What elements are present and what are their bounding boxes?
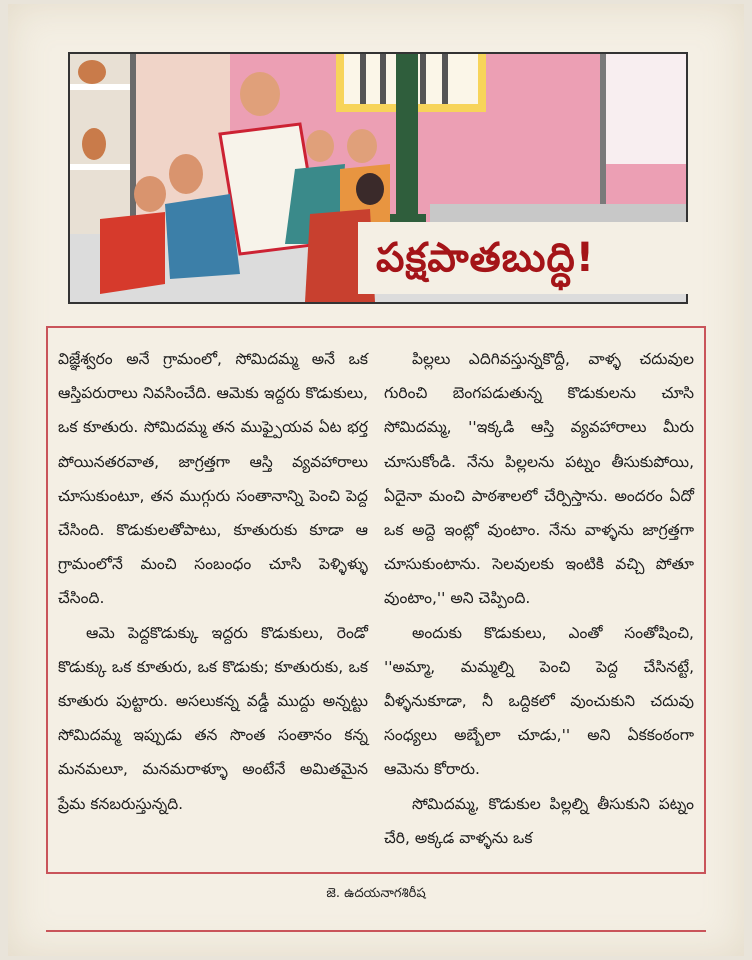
paragraph-3: పిల్లలు ఎదిగివస్తున్నకొద్దీ, వాళ్ళ చదువుల గురించి బెంగపడుతున్న కొడుకులను చూసి సోమిదమ్మ, ''ఇక్కడి ఆస్తి వ్యవహారాలు మీరు చూసుకోండి. నేను పిల్లలను పట్నం తీసుకుపోయి, ఏదైనా మంచి పాఠశాలలో చేర్పిస్తాను. అందరం ఏదో ఒక అద్దె ఇంట్లో వుంటాం. నేను వాళ్ళను జాగ్రత్తగా చూసుకుంటాను. సెలవులకు ఇంటికి వచ్చి పోతూ వుంటాం,'' అని చెప్పింది. <box>384 350 694 608</box>
left-column <box>58 342 368 821</box>
paragraph-2: ఆమె పెద్దకొడుక్కు ఇద్దరు కొడుకులు, రెండో కొడుక్కు ఒక కూతురు, ఒక కొడుకు; కూతురుకు, ఒక కూతురు పుట్టారు. అసలుకన్న వడ్డీ ముద్దు అన్నట్టు సోమిదమ్మ ఇప్పుడు తన సొంత సంతానం కన్న మనమలూ, మనమరాళ్ళూ అంటేనే అమితమైన ప్రేమ కనబరుస్తున్నది. <box>58 623 368 813</box>
author-credit: జె. ఉదయనాగశిరీష <box>326 886 426 901</box>
paragraph-4: అందుకు కొడుకులు, ఎంతో సంతోషించి, ''అమ్మా, మమ్మల్ని పెంచి పెద్ద చేసినట్టే, వీళ్ళనుకూడా, నీ ఒద్దికలో వుంచుకుని చదువు సంధ్యలు అబ్బేలా చూడు,'' అని ఏకకంఠంగా ఆమెను కోరారు. <box>384 623 694 779</box>
story-title: పక్షపాతబుద్ధి! <box>358 222 688 294</box>
paragraph-5: సోమిదమ్మ, కొడుకుల పిల్లల్ని తీసుకుని పట్నం చేరి, అక్కడ వాళ్ళను ఒక <box>384 794 694 847</box>
bottom-rule <box>46 930 706 932</box>
story-text-frame <box>46 326 706 874</box>
paragraph-1: విజ్ఞేశ్వరం అనే గ్రామంలో, సోమిదమ్మ అనే ఒక ఆస్తిపరురాలు నివసించేది. ఆమెకు ఇద్దరు కొడుకులు, ఒక కూతురు. సోమిదమ్మ తన ముఫ్పైయవ ఏట భర్త పోయినతరవాత, జాగ్రత్తగా ఆస్తి వ్యవహారాలు చూసుకుంటూ, తన ముగ్గురు సంతానాన్ని పెంచి పెద్ద చేసింది. కొడుకులతోపాటు, కూతురుకు కూడా ఆ గ్రామంలోనే మంచి సంబంధం చూసి పెళ్ళిళ్ళు చేసింది. <box>58 350 368 608</box>
right-column <box>384 342 694 855</box>
